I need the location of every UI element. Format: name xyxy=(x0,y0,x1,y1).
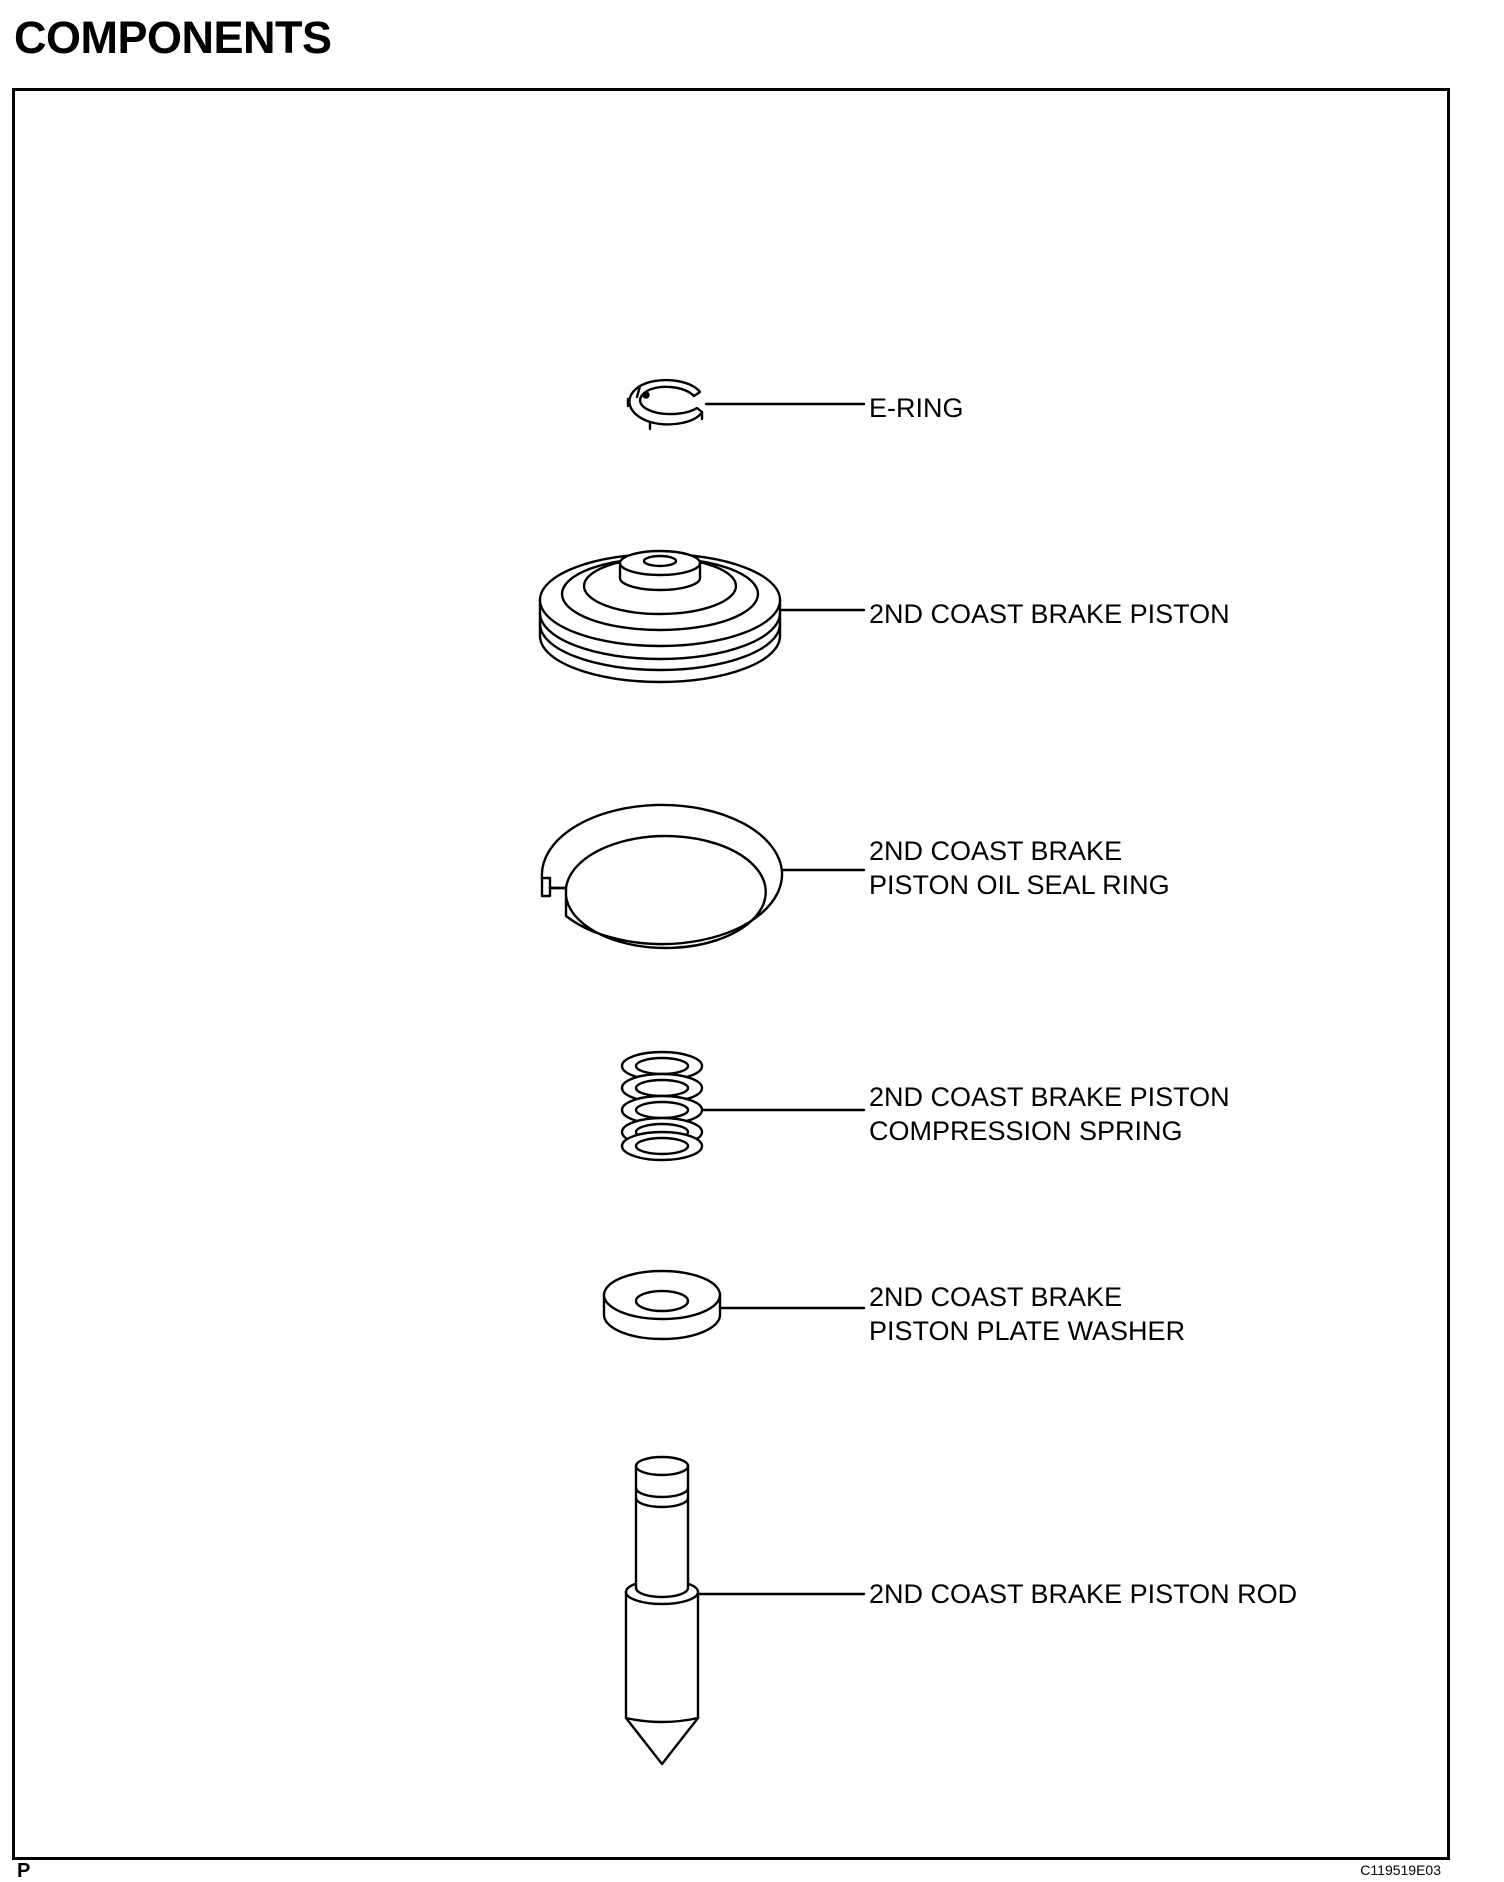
label-oil-seal-ring xyxy=(869,834,1170,902)
label-line: 2ND COAST BRAKE xyxy=(869,1282,1123,1312)
label-plate-washer xyxy=(869,1280,1185,1348)
compression-spring-icon xyxy=(622,1052,702,1160)
label-compression-spring xyxy=(869,1080,1230,1148)
label-line: 2ND COAST BRAKE xyxy=(869,836,1123,866)
piston-rod-icon xyxy=(626,1457,698,1764)
label-e-ring xyxy=(869,391,964,425)
label-line: COMPRESSION SPRING xyxy=(869,1116,1183,1146)
label-line: PISTON PLATE WASHER xyxy=(869,1316,1186,1346)
figure-id: C119519E03 xyxy=(1360,1862,1441,1878)
label-line: PISTON OIL SEAL RING xyxy=(869,870,1170,900)
label-piston-rod xyxy=(869,1577,1297,1611)
label-line: 2ND COAST BRAKE PISTON xyxy=(869,1082,1230,1112)
piston-icon xyxy=(540,551,780,682)
e-ring-icon xyxy=(628,380,702,429)
oil-seal-ring-icon xyxy=(542,805,782,948)
label-line: E-RING xyxy=(869,393,964,423)
page-title: COMPONENTS xyxy=(14,12,332,63)
label-piston xyxy=(869,597,1230,631)
corner-mark: P xyxy=(17,1860,31,1882)
label-line: 2ND COAST BRAKE PISTON xyxy=(869,599,1230,629)
label-line: 2ND COAST BRAKE PISTON ROD xyxy=(869,1579,1298,1609)
plate-washer-icon xyxy=(604,1271,720,1339)
